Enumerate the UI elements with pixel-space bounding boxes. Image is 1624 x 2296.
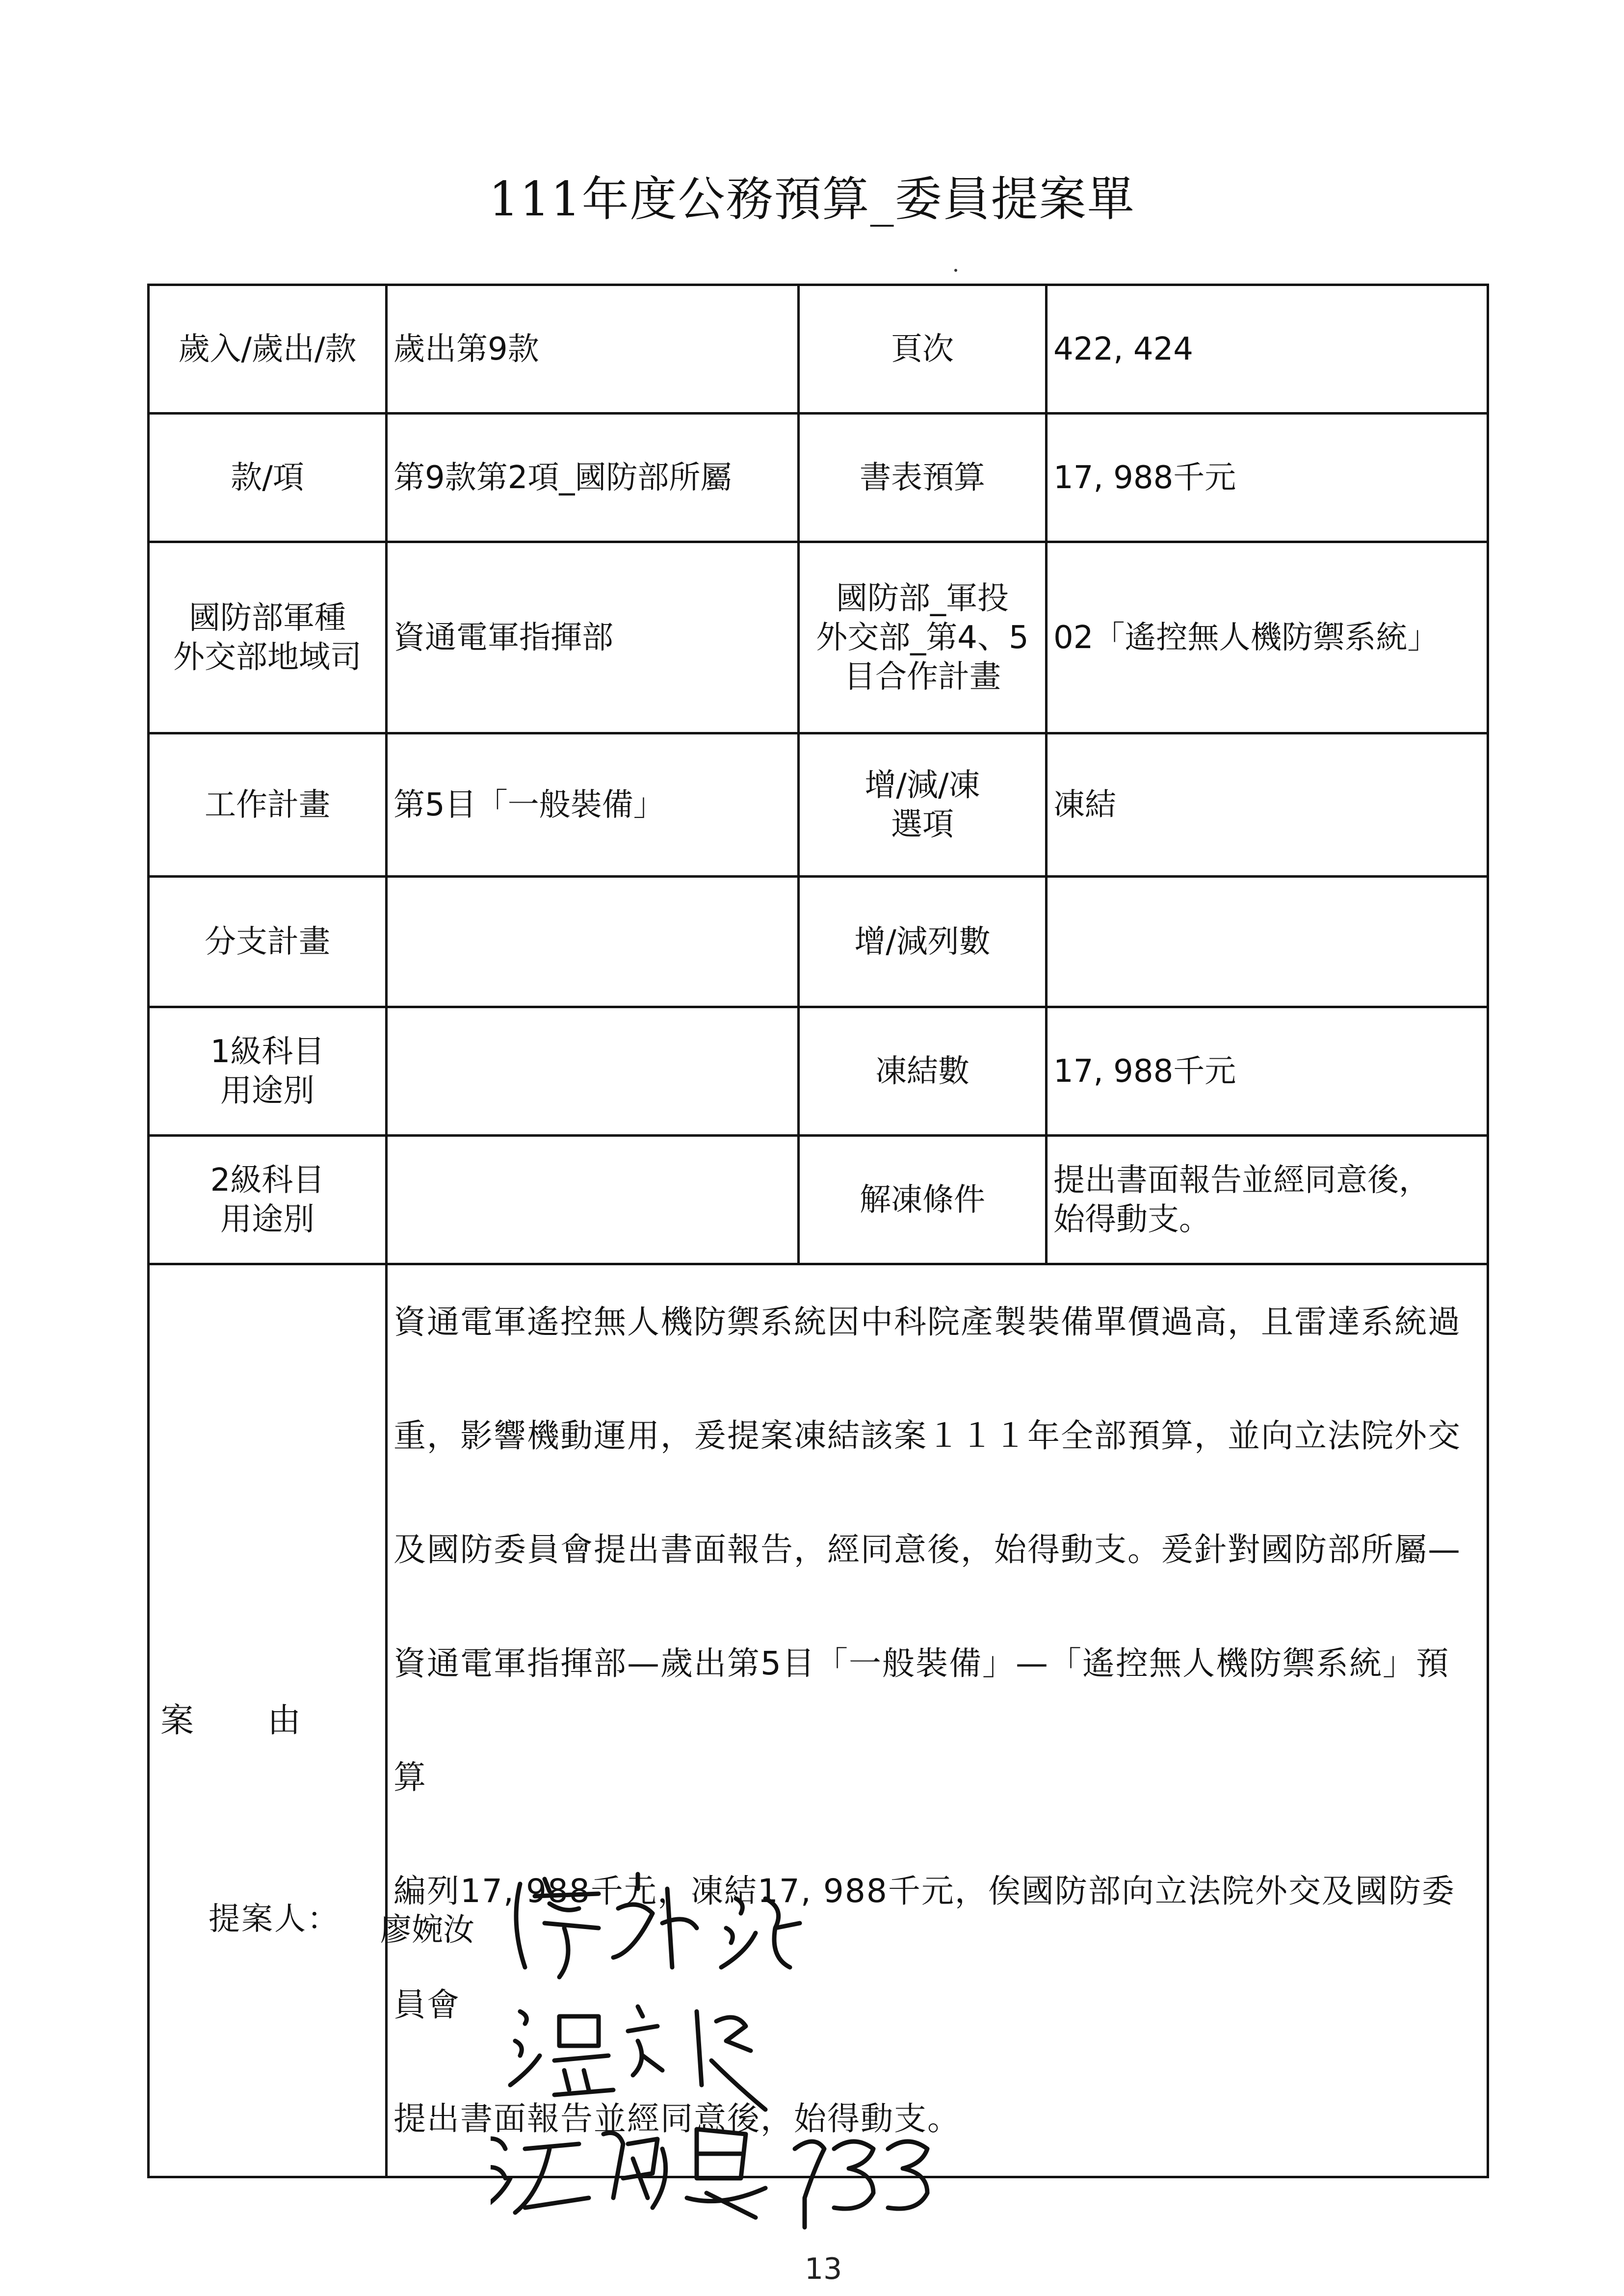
value-level2	[387, 1136, 799, 1264]
label-program	[799, 542, 1047, 733]
label-program-line3: 目合作計畫	[844, 658, 1001, 695]
form-row-sub-plan	[149, 877, 1488, 1007]
value-unit: 資通電軍指揮部	[387, 542, 799, 733]
value-program: 02「遙控無人機防禦系統」	[1047, 542, 1488, 733]
label-budget: 書表預算	[799, 414, 1047, 542]
reason-line-4: 資通電軍指揮部—歲出第5目「一般裝備」—「遙控無人機防禦系統」預算	[393, 1644, 1449, 1796]
value-level1	[387, 1007, 799, 1136]
label-level1-line1: 1級科目	[210, 1033, 325, 1070]
label-unit	[149, 542, 387, 733]
form-row-work-plan	[149, 733, 1488, 877]
page-title: 111年度公務預算_委員提案單	[489, 172, 1135, 227]
label-page: 頁次	[799, 285, 1047, 414]
handwritten-signatures	[491, 1854, 1079, 2296]
signature-1	[516, 1874, 800, 1977]
scan-speck	[954, 269, 957, 272]
reason-line-3: 及國防委員會提出書面報告，經同意後，始得動支。爰針對國防部所屬—	[393, 1531, 1461, 1568]
label-level2-line2: 用途別	[220, 1201, 314, 1238]
reason-line-6: 提出書面報告並經同意後，始得動支。	[393, 2100, 961, 2138]
reason-line-5: 編列17, 988千元，凍結17, 988千元，俟國防部向立法院外交及國防委員會	[393, 1872, 1455, 2024]
label-unit-line2: 外交部地域司	[173, 639, 362, 676]
value-unfreeze-line2: 始得動支。	[1053, 1201, 1210, 1238]
reason-line-2: 重，影響機動運用，爰提案凍結該案１１１年全部預算，並向立法院外交	[393, 1417, 1461, 1455]
label-program-line1: 國防部_軍投	[836, 580, 1009, 617]
form-row-category	[149, 285, 1488, 414]
label-level1	[149, 1007, 387, 1136]
form-row-level2	[149, 1136, 1488, 1264]
label-level2-line1: 2級科目	[210, 1162, 325, 1199]
label-work-plan: 工作計畫	[149, 733, 387, 877]
form-row-unit	[149, 542, 1488, 733]
label-item: 款/項	[149, 414, 387, 542]
value-sub-plan	[387, 877, 799, 1007]
value-income-expense: 歲出第9款	[387, 285, 799, 414]
label-income-expense: 歲入/歲出/款	[149, 285, 387, 414]
value-item: 第9款第2項_國防部所屬	[387, 414, 799, 542]
page-number: 13	[805, 2252, 842, 2286]
label-option-line2: 選項	[891, 806, 954, 843]
proposer-label: 提案人：	[209, 1901, 340, 1937]
label-level2	[149, 1136, 387, 1264]
label-option-line1: 增/減/凍	[864, 767, 980, 804]
reason-line-1: 資通電軍遙控無人機防禦系統因中科院產製裝備單價過高，且雷達系統過	[393, 1303, 1461, 1341]
value-unfreeze-line1: 提出書面報告並經同意後，	[1053, 1162, 1430, 1199]
label-level1-line2: 用途別	[220, 1072, 314, 1109]
signature-2	[510, 2007, 765, 2110]
label-option	[799, 733, 1047, 877]
label-sub-plan: 分支計畫	[149, 877, 387, 1007]
label-unfreeze-condition: 解凍條件	[799, 1136, 1047, 1264]
value-frozen-amount: 17, 988千元	[1047, 1007, 1488, 1136]
form-row-item	[149, 414, 1488, 542]
label-change-amount: 增/減列數	[799, 877, 1047, 1007]
value-change-amount	[1047, 877, 1488, 1007]
value-option: 凍結	[1047, 733, 1488, 877]
signature-3	[491, 2129, 927, 2227]
label-reason: 案由	[149, 1264, 387, 2177]
value-page: 422, 424	[1047, 285, 1488, 414]
value-budget: 17, 988千元	[1047, 414, 1488, 542]
label-unit-line1: 國防部軍種	[189, 600, 346, 636]
value-work-plan: 第5目「一般裝備」	[387, 733, 799, 877]
value-unfreeze-condition	[1047, 1136, 1488, 1264]
form-row-level1	[149, 1007, 1488, 1136]
label-frozen-amount: 凍結數	[799, 1007, 1047, 1136]
label-program-line2: 外交部_第4、5	[816, 619, 1029, 656]
proposer-name: 廖婉汝	[380, 1912, 474, 1948]
